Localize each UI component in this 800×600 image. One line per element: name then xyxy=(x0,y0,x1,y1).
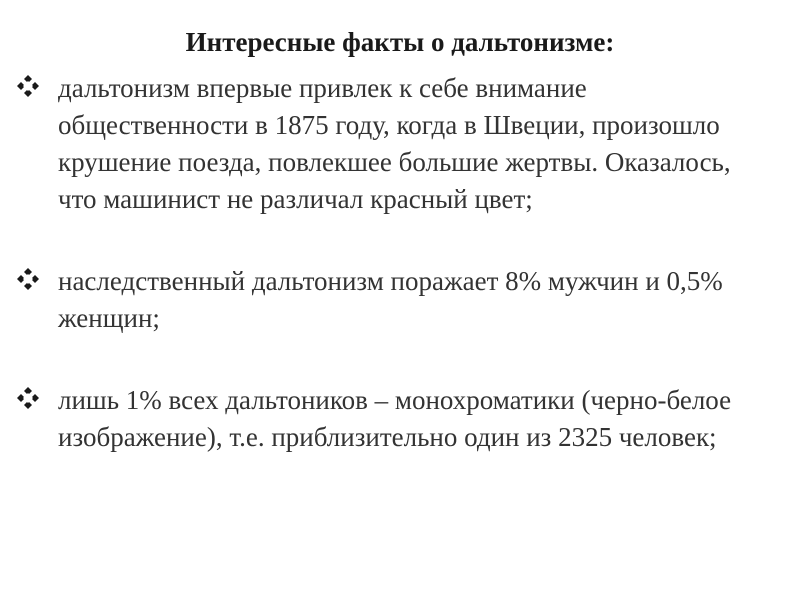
bullet-text: лишь 1% всех дальтоников – монохроматики (черно-белое изображение), т.е. приблизительно один из 2325 человек; xyxy=(58,385,732,452)
diamond-bullet-icon xyxy=(14,72,42,100)
diamond-bullet-icon xyxy=(14,384,42,412)
bullet-text: наследственный дальтонизм поражает 8% мужчин и 0,5% женщин; xyxy=(58,266,723,333)
bullet-text: дальтонизм впервые привлек к себе внимание общественности в 1875 году, когда в Швеции, произошло крушение поезда, повлекшее большие жертвы. Оказалось, что машинист не различал красный цвет; xyxy=(58,73,731,214)
bullet-item xyxy=(0,382,800,456)
bullet-item xyxy=(0,263,800,337)
bullet-item xyxy=(0,70,800,218)
diamond-bullet-icon xyxy=(14,265,42,293)
slide-title: Интересные факты о дальтонизме: xyxy=(185,27,615,57)
bullet-list xyxy=(0,70,800,501)
